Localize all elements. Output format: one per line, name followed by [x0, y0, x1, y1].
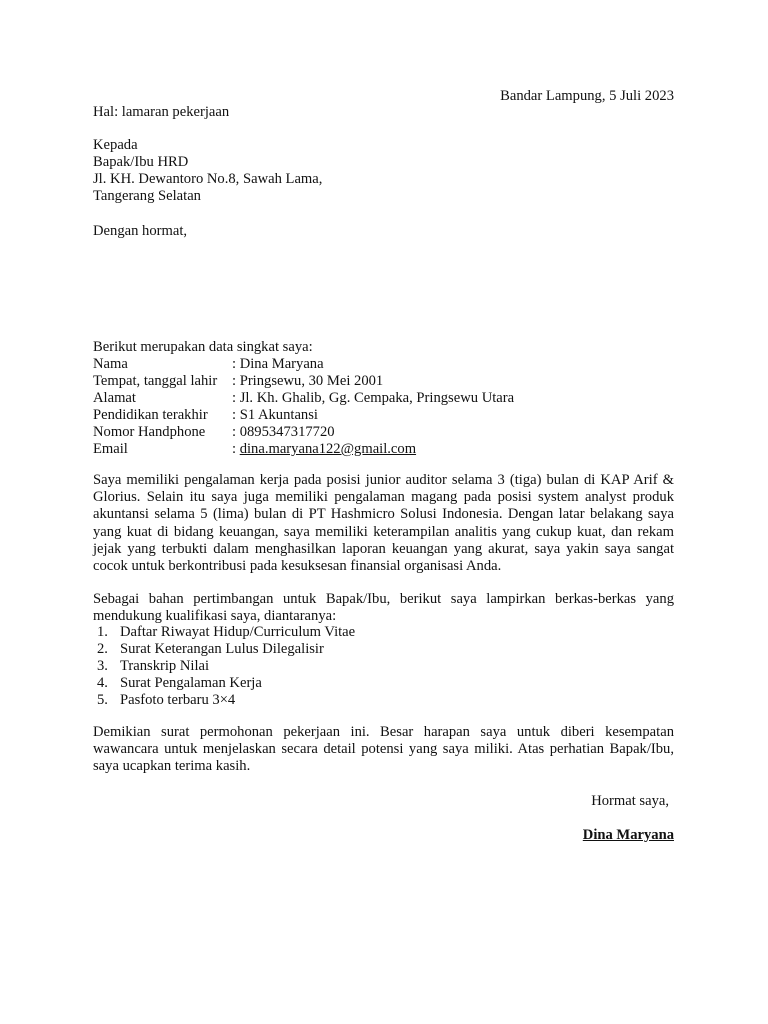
list-text: Transkrip Nilai [120, 658, 210, 674]
signature-name: Dina Maryana [582, 827, 674, 843]
data-value: : S1 Akuntansi [232, 407, 318, 423]
recipient-line: Jl. KH. Dewantoro No.8, Sawah Lama, [93, 171, 323, 187]
list-number: 2. [97, 641, 108, 657]
data-row [93, 356, 514, 373]
personal-data-table [93, 356, 514, 458]
list-text: Surat Keterangan Lulus Dilegalisir [120, 641, 324, 657]
email-prefix: : [232, 441, 240, 457]
place-date: Bandar Lampung, 5 Juli 2023 [500, 88, 674, 104]
recipient-line: Tangerang Selatan [93, 188, 201, 204]
closing-paragraph: Demikian surat permohonan pekerjaan ini. Besar harapan saya untuk diberi kesempatan wawancara untuk menjelaskan secara detail potensi yang saya miliki. Atas perhatian Bapak/Ibu, saya ucapkan terima kasih. [93, 724, 674, 775]
list-item [97, 658, 355, 675]
data-label: Email [93, 441, 128, 457]
data-label: Pendidikan terakhir [93, 407, 208, 423]
data-label: Nomor Handphone [93, 424, 206, 440]
list-text: Surat Pengalaman Kerja [120, 675, 262, 691]
data-intro: Berikut merupakan data singkat saya: [93, 339, 313, 355]
email-link[interactable]: dina.maryana122@gmail.com [239, 441, 417, 457]
recipient-line: Kepada [93, 137, 138, 153]
data-label: Tempat, tanggal lahir [93, 373, 218, 389]
list-item [97, 641, 355, 658]
list-number: 1. [97, 624, 108, 640]
data-label: Alamat [93, 390, 136, 406]
data-value: : Jl. Kh. Ghalib, Gg. Cempaka, Pringsewu Utara [232, 390, 515, 406]
list-text: Pasfoto terbaru 3×4 [120, 692, 236, 708]
data-value: : Pringsewu, 30 Mei 2001 [232, 373, 384, 389]
data-value [232, 441, 514, 458]
recipient-block [93, 137, 322, 205]
data-value: : 0895347317720 [232, 424, 335, 440]
greeting: Dengan hormat, [93, 223, 188, 239]
list-text: Daftar Riwayat Hidup/Curriculum Vitae [120, 624, 356, 640]
data-row [93, 424, 514, 441]
data-label: Nama [93, 356, 128, 372]
list-number: 3. [97, 658, 108, 674]
recipient-line: Bapak/Ibu HRD [93, 154, 189, 170]
data-row [93, 373, 514, 390]
data-row [93, 390, 514, 407]
list-number: 4. [97, 675, 108, 691]
list-item [97, 692, 355, 709]
subject-line: Hal: lamaran pekerjaan [93, 104, 230, 120]
attachments-paragraph: Sebagai bahan pertimbangan untuk Bapak/Ibu, berikut saya lampirkan berkas-berkas yang mendukung kualifikasi saya, diantaranya: [93, 591, 674, 625]
list-item [97, 624, 355, 641]
list-number: 5. [97, 692, 108, 708]
attachments-list [97, 624, 355, 709]
data-row [93, 441, 514, 458]
closing-salutation: Hormat saya, [591, 793, 669, 809]
data-value: : Dina Maryana [232, 356, 324, 372]
data-row [93, 407, 514, 424]
list-item [97, 675, 355, 692]
experience-paragraph: Saya memiliki pengalaman kerja pada posisi junior auditor selama 3 (tiga) bulan di KAP Arif & Glorius. Selain itu saya juga memiliki pengalaman magang pada posisi system analyst produk akuntansi selama 5 (lima) bulan di PT Hashmicro Solusi Indonesia. Dengan latar belakang saya yang kuat di bidang keuangan, saya memiliki keterampilan analitis yang cukup kuat, dan rekam jejak yang terbukti dalam menghasilkan laporan keuangan yang akurat, saya yakin saya sangat cocok untuk berkontribusi pada kesuksesan finansial organisasi Anda. [93, 472, 674, 575]
